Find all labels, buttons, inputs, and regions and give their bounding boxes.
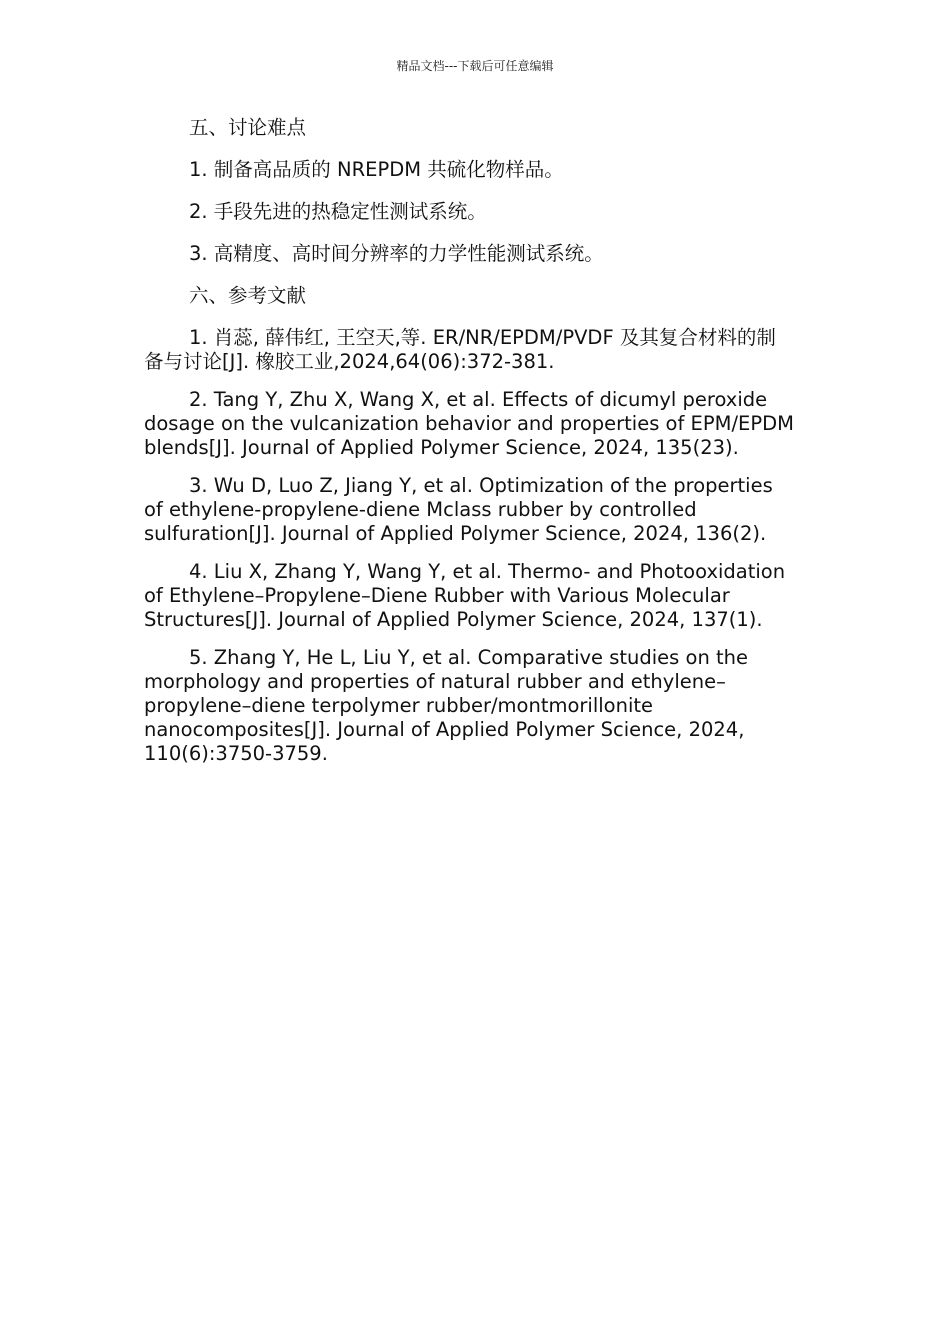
list-item: 2. 手段先进的热稳定性测试系统。 (189, 200, 487, 223)
reference-item: 5. Zhang Y, He L, Liu Y, et al. Comparative studies on the morphology and properties of natural rubber and ethylene–propylene–diene terpolymer rubber/montmorillonite nanocomposites[J]. Journal of Applied Polymer Science, 2024, 110(6):3750-3759. (144, 646, 749, 765)
reference-item: 2. Tang Y, Zhu X, Wang X, et al. Effects of dicumyl peroxide dosage on the vulcanization behavior and properties of EPM/EPDM blends[J]. Journal of Applied Polymer Science, 2024, 135(23). (144, 388, 794, 459)
document-body (144, 116, 794, 780)
page-header: 精品文档---下载后可任意编辑 (396, 59, 554, 73)
section-heading-difficulties: 五、讨论难点 (189, 116, 307, 139)
list-item: 1. 制备高品质的 NREPDM 共硫化物样品。 (189, 158, 564, 181)
section-heading-references: 六、参考文献 (189, 284, 307, 307)
list-item: 3. 高精度、高时间分辨率的力学性能测试系统。 (189, 242, 604, 265)
reference-item: 3. Wu D, Luo Z, Jiang Y, et al. Optimization of the properties of ethylene-propylene-diene Mclass rubber by controlled sulfuration[J]. Journal of Applied Polymer Science, 2024, 136(2). (144, 474, 773, 545)
reference-item: 1. 肖蕊, 薛伟红, 王空天,等. ER/NR/EPDM/PVDF 及其复合材料的制备与讨论[J]. 橡胶工业,2024,64(06):372-381. (144, 326, 776, 373)
reference-item: 4. Liu X, Zhang Y, Wang Y, et al. Thermo- and Photooxidation of Ethylene–Propylene–Diene Rubber with Various Molecular Structures[J]. Journal of Applied Polymer Science, 2024, 137(1). (144, 560, 786, 631)
